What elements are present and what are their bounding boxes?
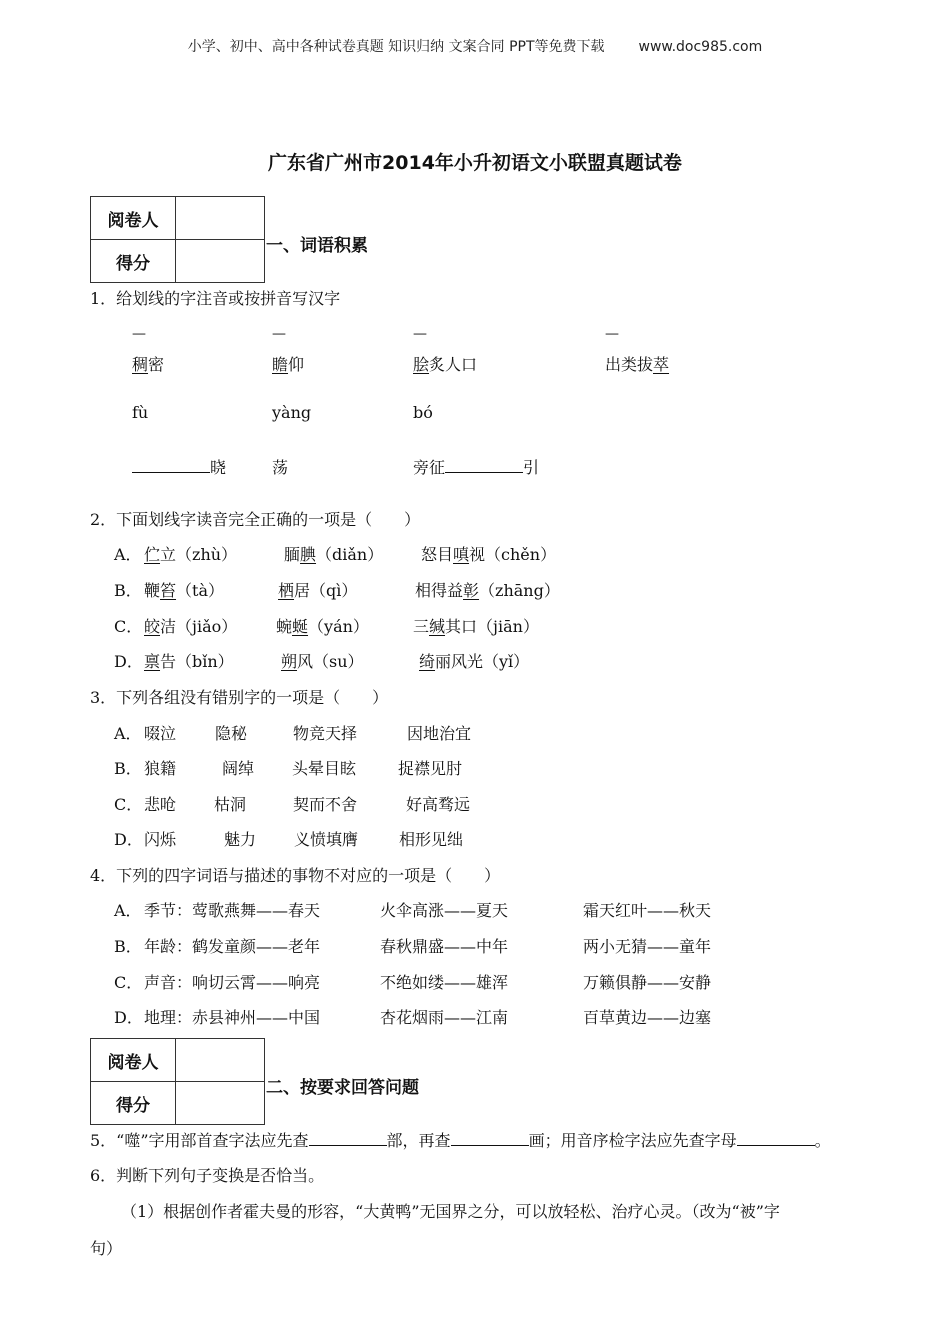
q1-word-1: 稠密 [132, 355, 165, 374]
q2-d-item-2: 朔风（su） [281, 652, 364, 671]
reviewer-cell[interactable] [176, 197, 265, 240]
q3-a-4: 因地治宜 [407, 724, 472, 743]
q4-c-1: 声音：响切云霄——响亮 [144, 973, 321, 992]
q4-b-3: 两小无猜——童年 [583, 937, 712, 956]
q4-a-3: 霜天红叶——秋天 [583, 901, 712, 920]
q1-hanzi-1: 晓 [132, 455, 226, 478]
q3-b-4: 捉襟见肘 [398, 759, 463, 778]
q2-a-item-1: 伫立（zhù） [144, 545, 238, 564]
q4-option-a[interactable]: A． [114, 901, 142, 920]
q1-pinyin-1: fù [132, 403, 149, 422]
reviewer-cell[interactable] [176, 1039, 265, 1082]
q3-d-2: 魅力 [224, 830, 257, 849]
q4-option-d[interactable]: D． [114, 1008, 143, 1027]
q6-stem: 6．判断下列句子变换是否恰当。 [90, 1166, 325, 1185]
q1-stem: 1．给划线的字注音或按拼音写汉字 [90, 289, 341, 308]
q2-b-item-1: 鞭笞（tà） [144, 581, 225, 600]
q4-c-3: 万籁俱静——安静 [583, 973, 712, 992]
header-site: www.doc985.com [638, 39, 763, 55]
score-cell[interactable] [176, 240, 265, 283]
q2-d-item-3: 绮丽风光（yǐ） [419, 652, 530, 671]
q3-d-3: 义愤填膺 [294, 830, 359, 849]
q1-pinyin-2: yàng [272, 403, 312, 422]
score-label: 得分 [91, 240, 176, 283]
q2-c-item-1: 皎洁（jiǎo） [144, 617, 238, 636]
score-table-1 [90, 196, 265, 283]
q2-b-item-3: 相得益彰（zhāng） [415, 581, 560, 600]
q3-option-a[interactable]: A． [114, 724, 142, 743]
q3-c-2: 枯洞 [214, 795, 247, 814]
reviewer-label: 阅卷人 [91, 197, 176, 240]
q4-option-b[interactable]: B． [114, 937, 142, 956]
q4-stem: 4．下列的四字词语与描述的事物不对应的一项是（ ） [90, 866, 501, 885]
score-label: 得分 [91, 1082, 176, 1125]
q1-hanzi-3: 旁征 引 [413, 458, 540, 477]
q3-b-3: 头晕目眩 [292, 759, 357, 778]
q2-a-item-3: 怒目嗔视（chěn） [421, 545, 557, 564]
q1-word-3: 脍炙人口 [413, 355, 478, 374]
answer-blank[interactable] [445, 458, 523, 473]
score-cell[interactable] [176, 1082, 265, 1125]
q2-b-item-2: 栖居（qì） [278, 581, 358, 600]
q1-dash-1: — [132, 326, 146, 342]
section-heading-2: 二、按要求回答问题 [266, 1078, 419, 1098]
q4-option-c[interactable]: C． [114, 973, 143, 992]
q1-word-4: 出类拔萃 [605, 355, 670, 374]
q3-c-3: 契而不舍 [293, 795, 358, 814]
q6-sub1-line1: （1）根据创作者霍夫曼的形容，“大黄鸭”无国界之分，可以放轻松、治疗心灵。（改为“被”字 [121, 1202, 780, 1221]
q3-a-1: 啜泣 [144, 724, 177, 743]
header-text: 小学、初中、高中各种试卷真题 知识归纳 文案合同 PPT等免费下载 [187, 39, 605, 55]
q3-option-d[interactable]: D． [114, 830, 143, 849]
answer-blank[interactable] [309, 1131, 387, 1146]
q4-a-1: 季节：莺歌燕舞——春天 [144, 901, 321, 920]
q5-line: 5．“噬”字用部首查字法应先查 部，再查 画；用音序检字法应先查字母 。 [90, 1131, 831, 1150]
q2-option-c[interactable]: C． [114, 617, 143, 636]
q3-d-1: 闪烁 [144, 830, 177, 849]
q1-word-2: 瞻仰 [272, 355, 305, 374]
q3-a-3: 物竞天择 [293, 724, 358, 743]
q3-d-4: 相形见绌 [399, 830, 464, 849]
q4-b-2: 春秋鼎盛——中年 [380, 937, 509, 956]
q1-pinyin-3: bó [413, 403, 433, 422]
answer-blank[interactable] [737, 1131, 815, 1146]
q3-b-1: 狼籍 [144, 759, 177, 778]
q2-option-a[interactable]: A． [114, 545, 142, 564]
score-table-2 [90, 1038, 265, 1125]
q3-option-b[interactable]: B． [114, 759, 142, 778]
q2-option-b[interactable]: B． [114, 581, 142, 600]
q1-hanzi-2: 荡 [272, 458, 289, 477]
q1-dash-3: — [413, 326, 427, 342]
q2-d-item-1: 禀告（bǐn） [144, 652, 234, 671]
answer-blank[interactable] [132, 458, 210, 473]
section-heading-1: 一、词语积累 [266, 236, 368, 256]
q2-option-d[interactable]: D． [114, 652, 143, 671]
q2-c-item-2: 蜿蜒（yán） [276, 617, 369, 636]
q3-b-2: 阔绰 [222, 759, 255, 778]
page-title: 广东省广州市2014年小升初语文小联盟真题试卷 [268, 152, 682, 174]
answer-blank[interactable] [451, 1131, 529, 1146]
q4-d-2: 杏花烟雨——江南 [380, 1008, 509, 1027]
q3-stem: 3．下列各组没有错别字的一项是（ ） [90, 688, 389, 707]
q3-a-2: 隐秘 [215, 724, 248, 743]
reviewer-label: 阅卷人 [91, 1039, 176, 1082]
q2-a-item-2: 腼腆（diǎn） [284, 545, 384, 564]
q4-d-1: 地理：赤县神州——中国 [144, 1008, 321, 1027]
q4-d-3: 百草黄边——边塞 [583, 1008, 712, 1027]
q4-a-2: 火伞高涨——夏天 [380, 901, 509, 920]
q6-sub1-line2: 句） [90, 1239, 123, 1258]
q3-option-c[interactable]: C． [114, 795, 143, 814]
q4-c-2: 不绝如缕——雄浑 [380, 973, 509, 992]
q1-dash-2: — [272, 326, 286, 342]
q2-stem: 2．下面划线字读音完全正确的一项是（ ） [90, 510, 421, 529]
q3-c-4: 好高骛远 [406, 795, 471, 814]
q1-dash-4: — [605, 326, 619, 342]
q2-c-item-3: 三缄其口（jiān） [413, 617, 539, 636]
q4-b-1: 年龄：鹤发童颜——老年 [144, 937, 321, 956]
page-header [0, 36, 950, 56]
q3-c-1: 悲呛 [144, 795, 177, 814]
